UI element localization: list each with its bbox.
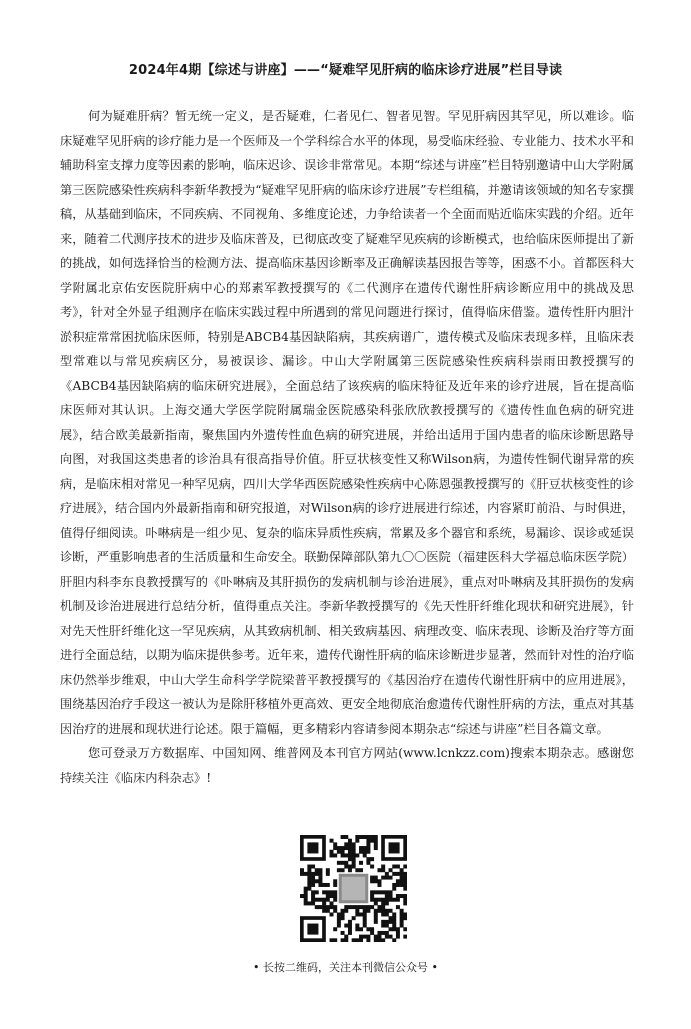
article-body	[60, 104, 634, 790]
intro-paragraph: 何为疑难肝病？暂无统一定义，是否疑难，仁者见仁、智者见智。罕见肝病因其罕见，所以难诊。临床疑难罕见肝病的诊疗能力是一个医师及一个学科综合水平的体现，易受临床经验、专业能力、技术水平和辅助科室支撑力度等因素的影响，临床迟诊、误诊非常常见。本期“综述与讲座”栏目特别邀请中山大学附属第三医院感染性疾病科李新华教授为“疑难罕见肝病的临床诊疗进展”专栏组稿，并邀请该领域的知名专家撰稿，从基础到临床，不同疾病、不同视角、多维度论述，力争给读者一个全面而贴近临床实践的介绍。近年来，随着二代测序技术的进步及临床普及，已彻底改变了疑难罕见疾病的诊断模式，也给临床医师提出了新的挑战，如何选择恰当的检测方法、提高临床基因诊断率及正确解读基因报告等等，困惑不小。首都医科大学附属北京佑安医院肝病中心的郑素军教授撰写的《二代测序在遗传代谢性肝病诊断应用中的挑战及思考》，针对全外显子组测序在临床实践过程中所遇到的常见问题进行探讨，值得临床借鉴。遗传性肝内胆汁淤积症常常困扰临床医师，特别是ABCB4基因缺陷病，其疾病谱广，遗传模式及临床表现多样，且临床表型常难以与常见疾病区分，易被误诊、漏诊。中山大学附属第三医院感染性疾病科崇雨田教授撰写的《ABCB4基因缺陷病的临床研究进展》，全面总结了该疾病的临床特征及近年来的诊疗进展，旨在提高临床医师对其认识。上海交通大学医学院附属瑞金医院感染科张欣欣教授撰写的《遗传性血色病的研究进展》，结合欧美最新指南，聚焦国内外遗传性血色病的研究进展，并给出适用于国内患者的临床诊断思路导向图，对我国这类患者的诊治具有很高指导价值。肝豆状核变性又称Wilson病，为遗传性铜代谢异常的疾病，是临床相对常见一种罕见病，四川大学华西医院感染性疾病中心陈恩强教授撰写的《肝豆状核变性的诊疗进展》，结合国内外最新指南和研究报道，对Wilson病的诊疗进展进行综述，内容紧盯前沿、与时俱进，值得仔细阅读。卟啉病是一组少见、复杂的临床异质性疾病，常累及多个器官和系统，易漏诊、误诊或延误诊断，严重影响患者的生活质量和生命安全。联勤保障部队第九〇〇医院（福建医科大学福总临床医学院）肝胆内科李东良教授撰写的《卟啉病及其肝损伤的发病机制与诊治进展》，重点对卟啉病及其肝损伤的发病机制及诊治进展进行总结分析，值得重点关注。李新华教授撰写的《先天性肝纤维化现状和研究进展》，针对先天性肝纤维化这一罕见疾病，从其致病机制、相关致病基因、病理改变、临床表现、诊断及治疗等方面进行全面总结，以期为临床提供参考。近年来，遗传代谢性肝病的临床诊断进步显著，然而针对性的治疗临床仍然举步维艰，中山大学生命科学学院梁普平教授撰写的《基因治疗在遗传代谢性肝病中的应用进展》，围绕基因治疗手段这一被认为是除肝移植外更高效、更安全地彻底治愈遗传代谢性肝病的方法，重点对其基因治疗的进展和现状进行论述。限于篇幅，更多精彩内容请参阅本期杂志“综述与讲座”栏目各篇文章。	[60, 109, 634, 736]
qr-caption: • 长按二维码，关注本刊微信公众号 •	[253, 961, 438, 974]
page-title: 2024年4期【综述与讲座】——“疑难罕见肝病的临床诊疗进展”栏目导读	[128, 63, 563, 78]
access-paragraph: 您可登录万方数据库、中国知网、维普网及本刊官方网站(www.lcnkzz.com)搜索本期杂志。感谢您持续关注《临床内科杂志》!	[60, 746, 634, 785]
qr-code-icon[interactable]	[300, 835, 407, 942]
